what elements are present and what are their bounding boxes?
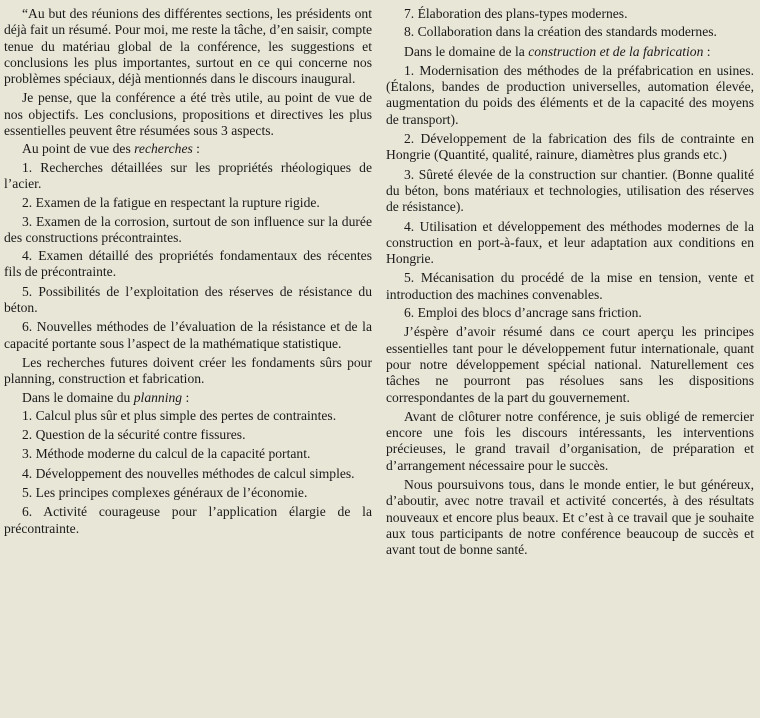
list-item: 8. Collaboration dans la création des standards modernes. <box>404 24 717 40</box>
left-column <box>4 6 372 718</box>
list-item: 5. Possibilités de l’exploitation des réserves de résistance du béton. <box>4 283 372 316</box>
paragraph: J’éspère d’avoir résumé dans ce court aperçu les principes essentielles tant pour le développement futur internationale, quant pour notre développement spécial national. Naturellement ces tâches ne pourront pas résolues sans les dispositions correspondantes de la part du gouvernement. <box>386 324 754 405</box>
section-term: planning <box>133 389 183 405</box>
list-item: 3. Examen de la corrosion, surtout de son influence sur la durée des constructions précontraintes. <box>4 213 372 245</box>
list-item: 2. Examen de la fatigue en respectant la rupture rigide. <box>22 195 320 211</box>
paragraph: Les recherches futures doivent créer les fondaments sûrs pour planning, construction et fabrication. <box>4 354 372 387</box>
right-column <box>386 6 754 718</box>
section-term: recherches <box>134 141 193 157</box>
list-item: 7. Élaboration des plans-types modernes. <box>404 6 628 21</box>
list-item: 4. Examen détaillé des propriétés fondamentaux des récentes fils de précontrainte. <box>4 248 372 280</box>
list-item: 6. Activité courageuse pour l’application élargie de la précontrainte. <box>4 504 372 536</box>
list-item: 5. Les principes complexes généraux de l’économie. <box>22 485 308 501</box>
list-item: 4. Utilisation et développement des méthodes modernes de la construction en port-à-faux, et leur adaptation aux conditions en Hongrie. <box>386 218 754 267</box>
list-item: 1. Recherches détaillées sur les propriétés rhéologiques de l’acier. <box>4 159 372 191</box>
list-item: 2. Question de la sécurité contre fissures. <box>22 427 246 443</box>
list-item: 3. Sûreté élevée de la construction sur chantier. (Bonne qualité du béton, bons matériaux et technologies, utilisation des réserves de résistance). <box>386 166 754 215</box>
section-term: construction et de la fabrication <box>528 43 704 59</box>
paragraph: Je pense, que la conférence a été très utile, au point de vue de nos objectifs. Les conclusions, propositions et directives les plus essentielles peuvent être résumées sous 3 aspects. <box>4 90 372 139</box>
paragraph: Nous poursuivons tous, dans le monde entier, le but généreux, d’aboutir, avec notre travail et activité concertés, à des résultats nouveaux et encore plus beaux. Et c’est à ce travail que je souhaite aux tous participants de notre conférence beaucoup de succès et avant tout de bonne santé. <box>386 477 754 558</box>
section-intro: Dans le domaine du planning : <box>22 389 190 405</box>
list-item: 1. Modernisation des méthodes de la préfabrication en usines. (Étalons, bandes de production universelles, automation élevée, augmentation du poids des éléments et de la capacité des moyens de transport). <box>386 62 754 127</box>
list-item: 3. Méthode moderne du calcul de la capacité portant. <box>22 446 311 462</box>
list-item: 1. Calcul plus sûr et plus simple des pertes de contraintes. <box>22 407 337 423</box>
paragraph: “Au but des réunions des différentes sections, les présidents ont déjà fait un résumé. Pour moi, me reste la tâche, d’en saisir, compte tenue du matériau global de la conférence, les suggestions et conclusions les plus importantes, surtout en ce qui concerne nos problèmes spéciaux, déjà mentionnés dans le discours inaugural. <box>4 6 372 87</box>
list-item: 4. Développement des nouvelles méthodes de calcul simples. <box>22 465 355 481</box>
list-item: 6. Emploi des blocs d’ancrage sans friction. <box>404 305 642 321</box>
section-intro: Au point de vue des recherches : <box>22 141 200 157</box>
list-item: 2. Développement de la fabrication des fils de contrainte en Hongrie (Quantité, qualité, rainure, diamètres plus grands etc.) <box>386 131 754 163</box>
section-intro: Dans le domaine de la construction et de la fabrication : <box>404 43 711 59</box>
paragraph: Avant de clôturer notre conférence, je suis obligé de remercier encore une fois les discours intéressants, les interventions précieuses, le grand travail d’organisation, de préparation et d’arrangement nécessaire pour le succès. <box>386 408 754 473</box>
list-item: 5. Mécanisation du procédé de la mise en tension, vente et introduction des machines convenables. <box>386 270 754 302</box>
list-item: 6. Nouvelles méthodes de l’évaluation de la résistance et de la capacité portante sous l’aspect de la mathématique statistique. <box>4 319 372 351</box>
